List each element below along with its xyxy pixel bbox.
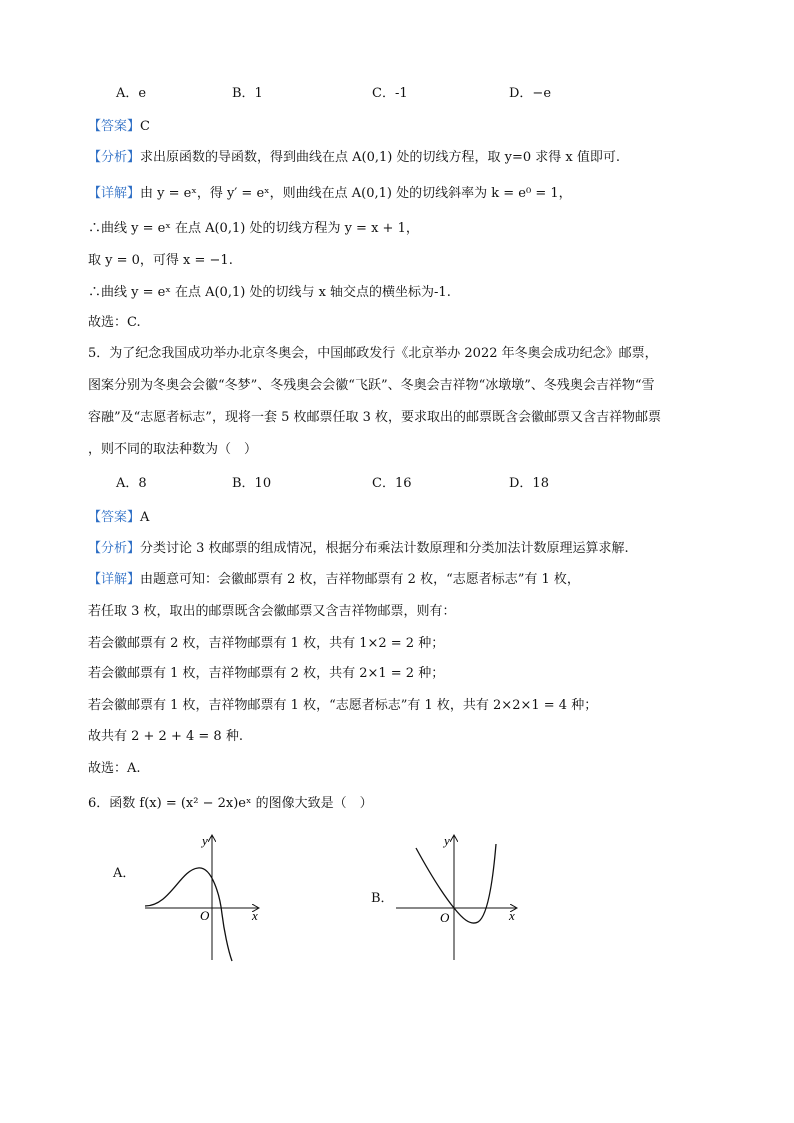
y-label: y (444, 833, 450, 848)
q4-answer (88, 118, 150, 136)
detail-tag: 【详解】 (88, 186, 141, 201)
analysis-text: 分类讨论 3 枚邮票的组成情况，根据分布乘法计数原理和分类加法计数原理运算求解. (140, 541, 629, 556)
curve (145, 868, 232, 961)
q4-line-4: 故选：C. (88, 315, 141, 330)
detail-tag: 【详解】 (88, 572, 141, 587)
curve (416, 844, 496, 923)
q5-line-6: 故选：A. (88, 761, 141, 776)
graph-a-label: A． (113, 866, 136, 881)
q6-stem: 6．函数 f(x) = (x² − 2x)eˣ 的图像大致是（ ） (88, 796, 373, 811)
q4-analysis (88, 149, 620, 167)
detail-text: 由 y = eˣ，得 y′ = eˣ，则曲线在点 A(0,1) 处的切线斜率为 k = e⁰ = 1， (140, 186, 572, 201)
q4-line-3: ∴曲线 y = eˣ 在点 A(0,1) 处的切线与 x 轴交点的横坐标为-1. (88, 285, 451, 300)
origin-label: O (440, 910, 450, 925)
q5-option-b: B．10 (232, 476, 272, 491)
q5-line-3: 若会徽邮票有 1 枚，吉祥物邮票有 2 枚，共有 2×1 = 2 种； (88, 666, 445, 681)
q5-stem-1: 5．为了纪念我国成功举办北京冬奥会，中国邮政发行《北京举办 2022 年冬奥会成功纪念》邮票， (88, 346, 658, 361)
answer-tag: 【答案】 (88, 119, 141, 134)
q4-option-d: D．−e (509, 86, 552, 101)
q5-stem-3: 容融”及“志愿者标志”，现将一套 5 枚邮票任取 3 枚，要求取出的邮票既含会徽邮票又含吉祥物邮票 (88, 410, 662, 425)
answer-value: A (140, 510, 150, 525)
analysis-tag: 【分析】 (88, 150, 141, 165)
x-label: x (252, 908, 258, 923)
q5-line-1: 若任取 3 枚，取出的邮票既含会徽邮票又含吉祥物邮票，则有： (88, 604, 456, 619)
graph-a (140, 830, 270, 965)
q5-line-4: 若会徽邮票有 1 枚，吉祥物邮票有 1 枚，“志愿者标志”有 1 枚，共有 2×2×1 = 4 种； (88, 698, 598, 713)
q5-option-c: C．16 (372, 476, 412, 491)
q5-option-d: D．18 (509, 476, 549, 491)
q4-option-c: C．-1 (372, 86, 408, 101)
answer-tag: 【答案】 (88, 510, 141, 525)
y-label: y (202, 833, 208, 848)
q5-line-2: 若会徽邮票有 2 枚，吉祥物邮票有 1 枚，共有 1×2 = 2 种； (88, 636, 445, 651)
q5-analysis (88, 540, 629, 558)
q5-detail (88, 571, 580, 589)
origin-label: O (200, 908, 210, 923)
analysis-tag: 【分析】 (88, 541, 141, 556)
analysis-text: 求出原函数的导函数，得到曲线在点 A(0,1) 处的切线方程，取 y=0 求得 x 值即可. (140, 150, 620, 165)
q5-stem-4: ，则不同的取法种数为（ ） (88, 442, 258, 457)
x-label: x (509, 908, 515, 923)
graph-b (396, 830, 526, 965)
graph-b-label: B． (371, 891, 394, 906)
q4-line-2: 取 y = 0，可得 x = −1. (88, 253, 233, 268)
q5-option-a: A．8 (116, 476, 147, 491)
detail-text: 由题意可知：会徽邮票有 2 枚，吉祥物邮票有 2 枚，“志愿者标志”有 1 枚， (140, 572, 580, 587)
q4-option-b: B．1 (232, 86, 263, 101)
q4-line-1: ∴曲线 y = eˣ 在点 A(0,1) 处的切线方程为 y = x + 1， (88, 221, 419, 236)
q5-answer (88, 509, 149, 527)
q5-stem-2: 图案分别为冬奥会会徽“冬梦”、冬残奥会会徽“飞跃”、冬奥会吉祥物“冰墩墩”、冬残奥会吉祥物“雪 (88, 378, 655, 393)
answer-value: C (140, 119, 150, 134)
q4-option-a: A．e (116, 86, 147, 101)
q4-detail (88, 185, 572, 203)
q5-line-5: 故共有 2 + 2 + 4 = 8 种. (88, 729, 243, 744)
